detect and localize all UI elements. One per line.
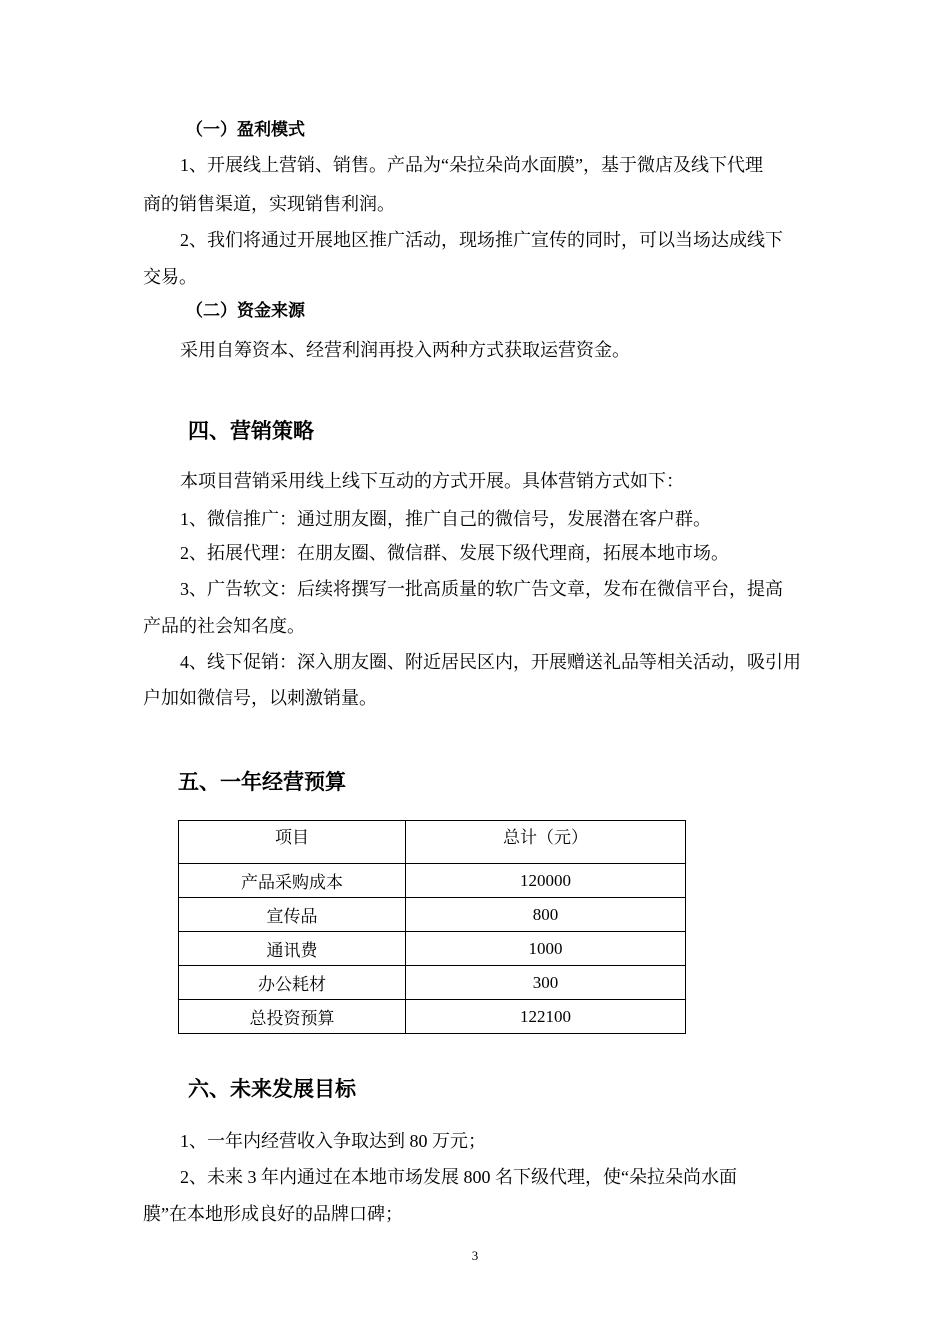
table-cell: 300 bbox=[406, 966, 686, 1000]
paragraph-line: 1、开展线上营销、销售。产品为“朵拉朵尚水面膜”，基于微店及线下代理 bbox=[180, 155, 763, 175]
table-cell: 总投资预算 bbox=[179, 1000, 406, 1034]
table-row bbox=[179, 864, 686, 898]
paragraph-line: 1、微信推广：通过朋友圈，推广自己的微信号，发展潜在客户群。 bbox=[180, 509, 711, 529]
table-header-cell: 项目 bbox=[179, 821, 406, 864]
table-row bbox=[179, 1000, 686, 1034]
subheading-profit-model: （一）盈利模式 bbox=[186, 120, 305, 139]
table-cell: 产品采购成本 bbox=[179, 864, 406, 898]
paragraph-line: 2、我们将通过开展地区推广活动，现场推广宣传的同时，可以当场达成线下 bbox=[180, 230, 783, 250]
table-cell: 通讯费 bbox=[179, 932, 406, 966]
paragraph-line: 户加如微信号，以刺激销量。 bbox=[143, 688, 377, 708]
paragraph-line: 商的销售渠道，实现销售利润。 bbox=[143, 194, 395, 214]
table-cell: 120000 bbox=[406, 864, 686, 898]
table-cell: 办公耗材 bbox=[179, 966, 406, 1000]
budget-table bbox=[178, 820, 686, 1034]
table-row bbox=[179, 966, 686, 1000]
section-title-budget: 五、一年经营预算 bbox=[178, 771, 346, 794]
page-number: 3 bbox=[471, 1248, 479, 1263]
table-header-row bbox=[179, 821, 686, 864]
paragraph-line: 1、一年内经营收入争取达到 80 万元； bbox=[180, 1131, 486, 1151]
paragraph-line: 3、广告软文：后续将撰写一批高质量的软广告文章，发布在微信平台，提高 bbox=[180, 579, 783, 599]
table-row bbox=[179, 932, 686, 966]
table-row bbox=[179, 898, 686, 932]
paragraph-line: 2、拓展代理：在朋友圈、微信群、发展下级代理商，拓展本地市场。 bbox=[180, 543, 729, 563]
table-header-cell: 总计（元） bbox=[406, 821, 686, 864]
table-cell: 宣传品 bbox=[179, 898, 406, 932]
paragraph-line: 2、未来 3 年内通过在本地市场发展 800 名下级代理，使“朵拉朵尚水面 bbox=[180, 1167, 737, 1187]
section-title-goals: 六、未来发展目标 bbox=[188, 1078, 356, 1101]
section-title-marketing: 四、营销策略 bbox=[188, 420, 314, 443]
paragraph-line: 交易。 bbox=[143, 267, 197, 287]
paragraph-line: 本项目营销采用线上线下互动的方式开展。具体营销方式如下： bbox=[180, 471, 684, 491]
paragraph-line: 产品的社会知名度。 bbox=[143, 616, 305, 636]
paragraph-line: 采用自筹资本、经营利润再投入两种方式获取运营资金。 bbox=[180, 340, 630, 360]
table-cell: 800 bbox=[406, 898, 686, 932]
paragraph-line: 膜”在本地形成良好的品牌口碑； bbox=[143, 1204, 403, 1224]
table-cell: 122100 bbox=[406, 1000, 686, 1034]
table-cell: 1000 bbox=[406, 932, 686, 966]
paragraph-line: 4、线下促销：深入朋友圈、附近居民区内，开展赠送礼品等相关活动，吸引用 bbox=[180, 652, 801, 672]
subheading-funding-source: （二）资金来源 bbox=[186, 301, 305, 320]
